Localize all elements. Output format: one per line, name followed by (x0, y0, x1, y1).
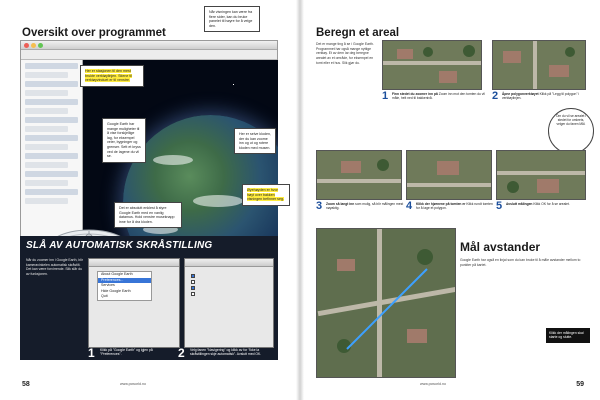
caption-number: 3 (316, 200, 323, 212)
tip-note: Klikk der målingen skal starte og slutte. (546, 328, 590, 343)
menu-item[interactable]: Quit (101, 294, 108, 299)
preferences-menu-screenshot (88, 258, 180, 348)
callout-mouse: Det er absolutt enklest å styre Google Earth med en vanlig datamus. Hold venstre museknapp inne for å dra kloden. (114, 202, 182, 228)
menu-item[interactable]: About Google Earth (101, 272, 133, 276)
right-page (300, 0, 600, 400)
menu-item[interactable]: Services (101, 283, 115, 288)
caption: Avslutt målingen Klikk OK for å se arealet. (506, 202, 570, 206)
menu-item[interactable]: Hide Google Earth (101, 288, 131, 293)
speech-bubble: Om du vil se arealet i stedet for omkrets, velger du fanen Mål. (548, 108, 594, 154)
checkbox[interactable] (191, 274, 195, 278)
checkbox[interactable] (191, 292, 195, 296)
caption-number: 5 (496, 200, 503, 212)
app-titlebar (21, 41, 277, 50)
page-footer: www.pcworld.no (120, 382, 146, 386)
caption-number: 4 (406, 200, 413, 212)
satellite-map (316, 228, 456, 378)
body-text-distance: Google Earth har også en linjal som du kan bruke til å måle avstander mellom to punkter på kartet. (460, 258, 581, 267)
body-text-intro: Det er mange ting å se i Google Earth. Programmet har også mange nyttige verktøy. Et av dem lar deg beregne arealet av et område, for eksempel en tomt eller et hus. Slik gjør du. (316, 42, 374, 65)
caption: Zoom så langt inn som mulig, så blir målingen mest nøyaktig. (326, 202, 404, 211)
step-text: Klikk på "Google Earth" og igjen på "Preferences". (100, 348, 153, 357)
caption-number: 1 (382, 90, 389, 102)
minimize-icon (31, 43, 36, 48)
satellite-image (406, 150, 492, 200)
step-text: Velg fanen "Navigering" og klikk av for "Ikke la skråstillingen skje automatisk". Avslutt med OK. (190, 348, 262, 357)
checkbox[interactable] (191, 280, 195, 284)
satellite-image (382, 40, 482, 90)
satellite-image (492, 40, 586, 90)
page-footer: www.pcworld.no (420, 382, 446, 386)
close-icon (24, 43, 29, 48)
satellite-image (316, 150, 402, 200)
callout-globe: Her er selve kloden, der du kan zoome inn og ut og rotere kloden med musen. (234, 128, 276, 154)
page-number: 59 (576, 381, 584, 388)
callout-toolbar: Her er stasjonen til den mest brukte verktøylinjen. Stiene til verktøyvinduet er til venstre. (80, 65, 144, 87)
app-toolbar (21, 50, 277, 60)
callout-altitude: Øyehøyden er hvor høyt over bakken visningen befinner seg. (242, 184, 290, 206)
tip-box-title: SLÅ AV AUTOMATISK SKRÅSTILLING (26, 240, 213, 251)
step-number: 1 (88, 346, 95, 360)
step-number: 2 (178, 346, 185, 360)
section-title-area: Beregn et areal (316, 27, 400, 39)
tip-box-intro: Når du zoomer inn i Google Earth, blir kameravinkelen automatisk skråstilt. Det kan være forvirrende. Slik slår du av funksjonen. (26, 258, 83, 276)
left-page-title: Oversikt over programmet (22, 27, 166, 39)
caption-number: 2 (492, 90, 499, 102)
checkbox[interactable] (191, 286, 195, 290)
callout-side-panel: Når visningen kan være fra flere sider, kan du bruke panelet til høyre for å velge den. (204, 6, 260, 32)
satellite-image (496, 150, 586, 200)
menu-item-preferences[interactable]: Preferences... (98, 278, 151, 284)
caption: Klikk der hjørnene på tomten er Klikk rundt tomten for å lage et polygon. (416, 202, 493, 211)
callout-layers: Google Earth har mange muligheter til å vise forskjellige lag, for eksempel veier, bygninger og grenser. Sett et kryss ved de lagene du vil se. (102, 118, 146, 163)
section-title-distance: Mål avstander (460, 240, 541, 254)
measure-line-icon (317, 229, 456, 378)
navigation-settings-screenshot (184, 258, 274, 348)
caption: Åpne polygonverktøyet Klikk på "Legg til polygon" i verktøylinjen. (502, 92, 580, 101)
page-gutter (296, 0, 304, 400)
app-menu-dropdown (97, 271, 152, 301)
page-number: 58 (22, 381, 30, 388)
caption: Finn stedet du zoomer inn på Zoom inn mot den tomten du vil måle, helt ned til bakkenivå. (392, 92, 485, 101)
maximize-icon (38, 43, 43, 48)
